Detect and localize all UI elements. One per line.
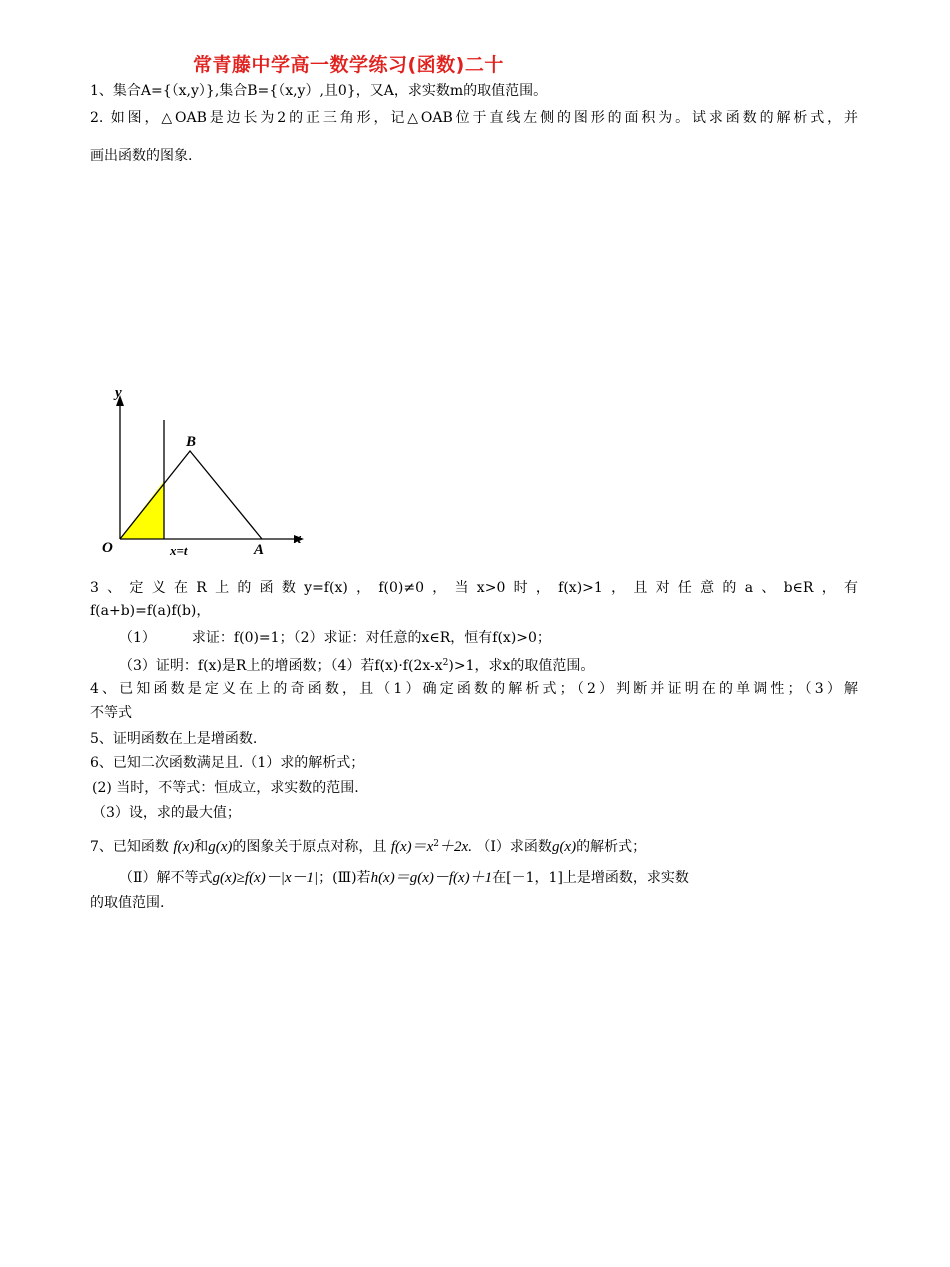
question-2-line-1: 2. 如图，△OAB是边长为2的正三角形，记△OAB位于直线左侧的图形的面积为。试求函数的解析式，并 — [90, 110, 858, 126]
question-7-line-3: 的取值范围. — [90, 895, 165, 911]
x-axis-label: x — [294, 531, 302, 547]
question-4-line-1: 4、已知函数是定义在上的奇函数，且（1）确定函数的解析式；（2）判断并证明在的单调性；（3）解 — [90, 681, 858, 697]
question-6-line-2: (2) 当时，不等式：恒成立，求实数的范围. — [92, 780, 359, 796]
question-1: 1、集合A={（x,y）},集合B={（x,y）,且0}，又A，求实数m的取值范围。 — [90, 83, 548, 99]
page-title: 常青藤中学高一数学练习(函数)二十 — [193, 54, 504, 76]
triangle-figure — [98, 384, 310, 562]
question-5: 5、证明函数在上是增函数. — [90, 731, 258, 747]
question-2-line-2: 画出函数的图象. — [90, 148, 193, 164]
line-x-t-label: x=t — [170, 543, 188, 558]
question-6-line-3: （3）设，求的最大值； — [92, 805, 241, 821]
vertex-b-label: B — [186, 434, 197, 450]
sub-text: 求证：f(0)=1；（2）求证：对任意的x∈R，恒有f(x)>0； — [191, 630, 551, 646]
question-3-sub-1 — [119, 628, 551, 648]
vertex-a-label: A — [254, 542, 265, 558]
question-3-line-2: f(a+b)=f(a)f(b)， — [90, 603, 211, 619]
question-4-line-2: 不等式 — [90, 705, 132, 721]
origin-label: O — [102, 540, 113, 556]
sub-number: （1） — [119, 630, 156, 646]
question-7-line-2: （Ⅱ）解不等式g(x)≥f(x)－|x－1|；(Ⅲ)若h(x)＝g(x)－f(x)＋1在[－1，1]上是增函数，求实数 — [119, 870, 689, 886]
question-7-line-1: 7、已知函数 f(x)和g(x)的图象关于原点对称，且 $f(x)=x^2+2x$. （Ⅰ）求函数g(x)的解析式； — [90, 839, 647, 855]
question-3-line-1: 3、定义在R上的函数y=f(x)，f(0)≠0，当x>0时，f(x)>1，且对任意的a、b∈R，有 — [90, 580, 858, 596]
y-axis-label: y — [115, 385, 122, 401]
question-6-line-1: 6、已知二次函数满足且.（1）求的解析式； — [90, 755, 365, 771]
question-3-sub-3: （3）证明：f(x)是R上的增函数；（4）若$f(x)\cdot f(2x-x^2)>1$，求x的取值范围。 — [119, 658, 595, 674]
